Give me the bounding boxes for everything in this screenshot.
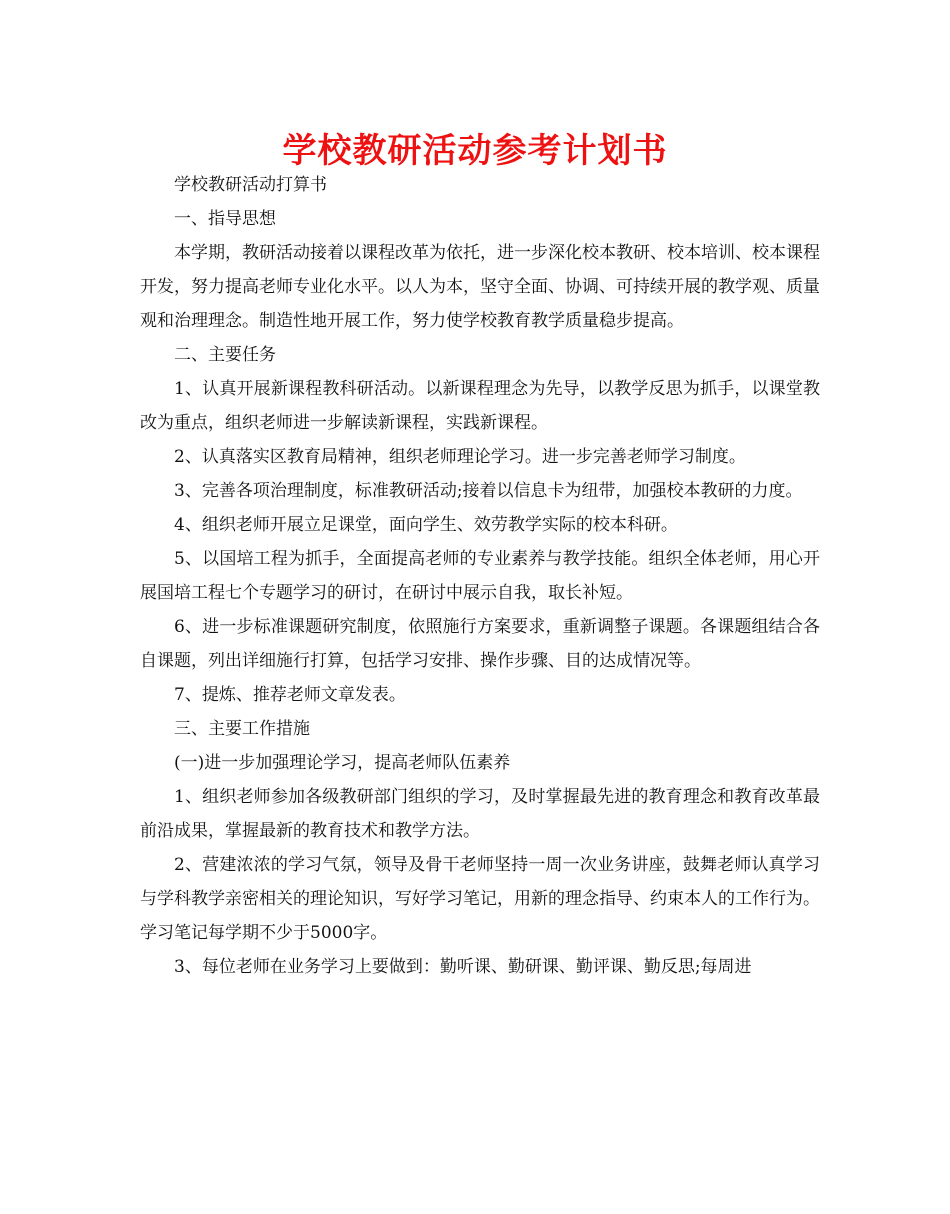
measure-item-2: 2、营建浓浓的学习气氛，领导及骨干老师坚持一周一次业务讲座，鼓舞老师认真学习与学科教学亲密相关的理论知识，写好学习笔记，用新的理念指导、约束本人的工作行为。学习笔记每学期不少于5000字。 [140,855,820,943]
task-item-1: 1、认真开展新课程教科研活动。以新课程理念为先导，以教学反思为抓手，以课堂教改为重点，组织老师进一步解读新课程，实践新课程。 [140,379,820,433]
section-heading-main-tasks: 二、主要任务 [174,345,276,365]
subsection-heading: (一)进一步加强理论学习，提高老师队伍素养 [174,753,511,773]
paragraph: 本学期，教研活动接着以课程改革为依托，进一步深化校本教研、校本培训、校本课程开发，努力提高老师专业化水平。以人为本，坚守全面、协调、可持续开展的教学观、质量观和治理理念。制造性地开展工作，努力使学校教育教学质量稳步提高。 [140,243,820,331]
task-item-7: 7、提炼、推荐老师文章发表。 [174,685,406,705]
section-heading-measures: 三、主要工作措施 [174,719,310,739]
document-body [140,168,820,984]
document-title: 学校教研活动参考计划书 [282,131,668,171]
section-heading-guiding-thought: 一、指导思想 [174,209,276,229]
task-item-2: 2、认真落实区教育局精神，组织老师理论学习。进一步完善老师学习制度。 [174,447,746,467]
task-item-3: 3、完善各项治理制度，标准教研活动;接着以信息卡为纽带，加强校本教研的力度。 [174,481,803,501]
task-item-4: 4、组织老师开展立足课堂，面向学生、效劳教学实际的校本科研。 [174,515,678,535]
measure-item-1: 1、组织老师参加各级教研部门组织的学习，及时掌握最先进的教育理念和教育改革最前沿成果，掌握最新的教育技术和教学方法。 [140,787,820,841]
subtitle-paragraph: 学校教研活动打算书 [174,175,327,195]
measure-item-3: 3、每位老师在业务学习上要做到：勤听课、勤研课、勤评课、勤反思;每周进 [174,957,752,977]
task-item-5: 5、以国培工程为抓手，全面提高老师的专业素养与教学技能。组织全体老师，用心开展国培工程七个专题学习的研讨，在研讨中展示自我，取长补短。 [140,549,820,603]
task-item-6: 6、进一步标准课题研究制度，依照施行方案要求，重新调整子课题。各课题组结合各自课题，列出详细施行打算，包括学习安排、操作步骤、目的达成情况等。 [140,617,820,671]
